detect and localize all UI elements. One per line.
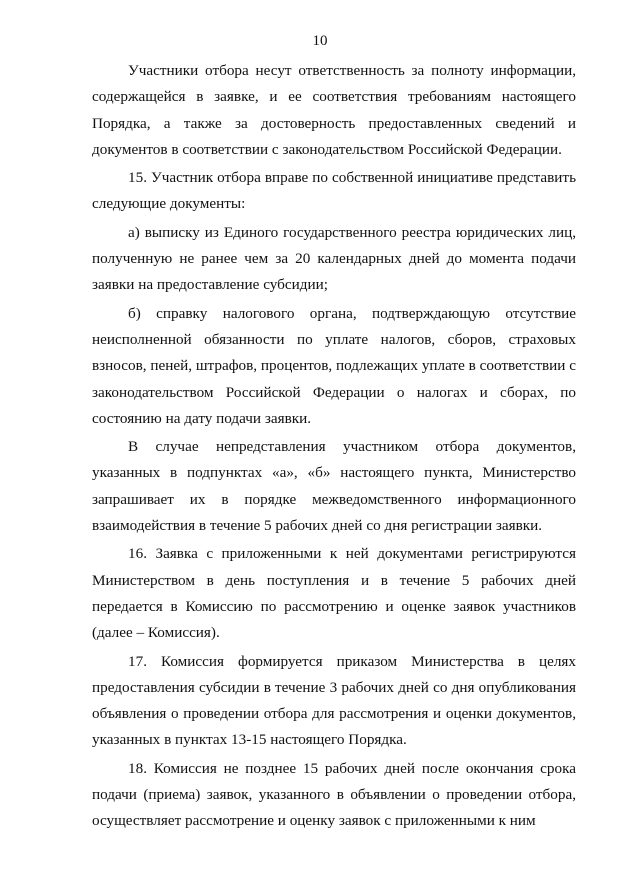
paragraph-subitem-a: а) выписку из Единого государственного реестра юридических лиц, полученную не ранее чем за 20 календарных дней до момента подачи заявки на предоставление субсидии;: [92, 223, 576, 294]
page-number: 10: [312, 33, 328, 49]
paragraph-subitem-b: б) справку налогового органа, подтверждающую отсутствие неисполненной обязанности по уплате налогов, сборов, страховых взносов, пеней, штрафов, процентов, подлежащих уплате в соответствии с законодательством Российской Федерации о налогах и сборах, по состоянию на дату подачи заявки.: [92, 304, 576, 427]
paragraph-responsibility: Участники отбора несут ответственность за полноту информации, содержащейся в заявке, и ее соответствия требованиям настоящего Порядка, а также за достоверность предоставленных сведений и документов в соответствии с законодательством Российской Федерации.: [92, 62, 576, 158]
document-body: [92, 58, 576, 835]
paragraph-item-18: 18. Комиссия не позднее 15 рабочих дней после окончания срока подачи (приема) заявок, указанного в объявлении о проведении отбора, осуществляет рассмотрение и оценку заявок с приложенными к ним: [92, 759, 576, 830]
paragraph-non-submission: В случае непредставления участником отбора документов, указанных в подпунктах «а», «б» настоящего пункта, Министерство запрашивает их в порядке межведомственного информационного взаимодействия в течение 5 рабочих дней со дня регистрации заявки.: [92, 438, 576, 535]
paragraph-item-15: 15. Участник отбора вправе по собственной инициативе представить следующие документы:: [92, 169, 576, 213]
paragraph-item-17: 17. Комиссия формируется приказом Министерства в целях предоставления субсидии в течение 3 рабочих дней со дня опубликования объявления о проведении отбора для рассмотрения и оценки документов, указанных в пунктах 13-15 настоящего Порядка.: [92, 652, 576, 749]
paragraph-item-16: 16. Заявка с приложенными к ней документами регистрируются Министерством в день поступления и в течение 5 рабочих дней передается в Комиссию по рассмотрению и оценке заявок участников (далее – Комиссия).: [92, 545, 576, 642]
